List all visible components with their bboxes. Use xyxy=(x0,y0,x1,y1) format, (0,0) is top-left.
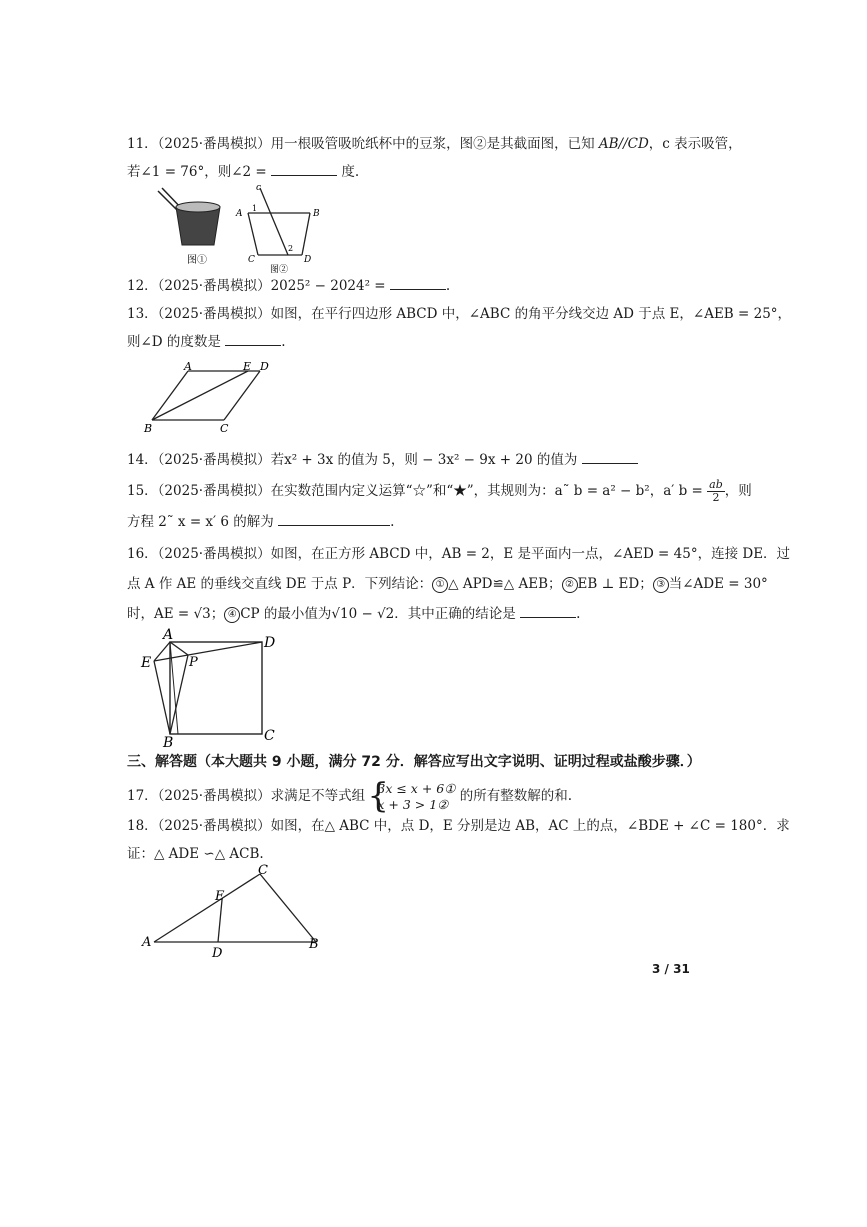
q15-end: . xyxy=(390,514,395,530)
angle-1-label: 1 xyxy=(252,204,258,213)
q16-line1 xyxy=(127,545,790,563)
square-figure xyxy=(138,625,288,751)
parallelogram-figure xyxy=(140,360,280,436)
answer-blank[interactable] xyxy=(520,603,576,618)
q18-prove: 证：△ ADE ∽△ ACB. xyxy=(127,846,264,862)
segment-EB xyxy=(154,661,170,734)
answer-blank[interactable] xyxy=(225,331,281,346)
fig2-caption: 图② xyxy=(270,265,289,275)
q15-text: 15．（2025·番禺模拟）在实数范围内定义运算“☆”和“★”，其规则为：a˜ b = a² − b²，a′ b = xyxy=(127,483,703,499)
inequality-system xyxy=(369,781,455,813)
answer-blank[interactable] xyxy=(582,449,638,464)
conclusion-2: EB ⊥ ED； xyxy=(577,576,653,592)
q11-text: 11．（2025·番禺模拟）用一根吸管吸吮纸杯中的豆浆，图②是其截面图，已知 xyxy=(127,136,595,152)
label-A: A xyxy=(163,627,174,643)
q13-text: 13．（2025·番禺模拟）如图，在平行四边形 ABCD 中，∠ABC 的角平分线交边 AD 于点 E，∠AEB = 25°， xyxy=(127,306,792,322)
q18-text: 18．（2025·番禺模拟）如图，在△ ABC 中，点 D，E 分别是边 AB，AC 上的点，∠BDE + ∠C = 180°．求 xyxy=(127,818,790,834)
q13-line2 xyxy=(127,331,286,351)
side-AB xyxy=(152,371,188,420)
q13-question: 则∠D 的度数是 xyxy=(127,334,221,350)
q15-question: 方程 2˜ x = x′ 6 的解为 xyxy=(127,514,274,530)
segment-DE xyxy=(218,900,222,942)
label-P: P xyxy=(189,655,198,670)
circled-number-4: ④ xyxy=(224,607,240,623)
q11-unit: 度. xyxy=(341,164,360,180)
q18-line2 xyxy=(127,845,264,863)
q11-math: AB//CD xyxy=(598,136,649,152)
answer-blank[interactable] xyxy=(390,275,446,290)
label-B: B xyxy=(309,937,319,952)
conclusion-3: 当∠ADE = 30° xyxy=(668,576,768,592)
answer-blank[interactable] xyxy=(271,161,337,176)
side-right xyxy=(302,213,310,255)
cup-rim xyxy=(176,202,220,212)
side-CB xyxy=(260,874,316,942)
q12-text: 12．（2025·番禺模拟）2025² − 2024² = xyxy=(127,278,386,294)
label-D: D xyxy=(212,946,223,961)
label-D: D xyxy=(264,635,276,651)
label-D: D xyxy=(260,360,269,373)
label-A: A xyxy=(236,209,243,219)
triangle-figure xyxy=(140,862,330,962)
label-A: A xyxy=(142,935,152,950)
q17-text: 17．（2025·番禺模拟）求满足不等式组 xyxy=(127,788,366,804)
side-CD xyxy=(224,371,260,420)
conclusion-1: △ APD≌△ AEB； xyxy=(448,576,562,592)
q11-line1 xyxy=(127,135,742,153)
side-left xyxy=(248,213,258,255)
angle-2-label: 2 xyxy=(288,244,294,253)
label-B: B xyxy=(144,422,153,435)
fraction-numerator: ab xyxy=(709,478,723,491)
label-c: c xyxy=(256,183,262,193)
segment-inner xyxy=(170,642,178,734)
q14-text: 14．（2025·番禺模拟）若x² + 3x 的值为 5，则 − 3x² − 9x + 20 的值为 xyxy=(127,452,578,468)
cup-figure xyxy=(150,185,230,270)
page-number: 3 / 31 xyxy=(652,962,690,976)
q17-line xyxy=(127,779,572,813)
label-E: E xyxy=(215,889,225,904)
segment-PB xyxy=(170,655,188,734)
label-C: C xyxy=(258,863,268,878)
label-A: A xyxy=(184,360,192,373)
q11-tail: ，c 表示吸管， xyxy=(648,136,742,152)
circled-number-1: ① xyxy=(432,577,448,593)
fig1-caption: 图① xyxy=(187,255,207,266)
q14-line xyxy=(127,449,638,469)
q13-line1 xyxy=(127,305,791,323)
cross-section-figure xyxy=(230,180,325,275)
side-AC xyxy=(154,874,260,942)
bisector-BE xyxy=(152,371,248,420)
fraction-ab-over-2 xyxy=(707,479,725,504)
cup-body xyxy=(176,207,220,245)
straw-line-c xyxy=(260,188,288,255)
q11-question: 若∠1 = 76°，则∠2 = xyxy=(127,164,267,180)
label-C: C xyxy=(264,728,275,744)
conclusion-3-result: 时，AE = √3； xyxy=(127,606,225,622)
section-heading: 三、解答题（本大题共 9 小题，满分 72 分．解答应写出文字说明、证明过程或盐酸步骤．） xyxy=(127,754,701,770)
conclusion-4: CP 的最小值为√10 − √2．其中正确的结论是 xyxy=(240,606,516,622)
q15-tail: ，则 xyxy=(724,483,752,499)
fraction-denominator: 2 xyxy=(712,491,720,504)
circled-number-2: ② xyxy=(562,577,578,593)
q17-tail: 的所有整数解的和. xyxy=(459,788,573,804)
label-B: B xyxy=(163,735,174,751)
answer-blank[interactable] xyxy=(278,511,390,526)
inequality-2: x + 3 > 1② xyxy=(377,796,449,812)
q12-end: . xyxy=(445,278,451,294)
label-B: B xyxy=(313,209,320,219)
inequality-1: { 3x ≤ x + 6① xyxy=(377,780,456,796)
q16-line3 xyxy=(127,603,580,623)
circled-number-3: ③ xyxy=(653,577,669,593)
label-C: C xyxy=(248,255,255,265)
q15-line1 xyxy=(127,479,752,504)
label-E: E xyxy=(141,655,152,671)
q15-line2 xyxy=(127,511,394,531)
segment-AP xyxy=(170,642,188,655)
q12-line xyxy=(127,275,450,295)
label-C: C xyxy=(220,422,229,435)
q13-end: . xyxy=(281,334,286,350)
q16-end: . xyxy=(576,606,581,622)
q16-line2 xyxy=(127,575,768,593)
q11-line2 xyxy=(127,161,359,181)
q16-statement: 点 A 作 AE 的垂线交直线 DE 于点 P．下列结论： xyxy=(127,576,433,592)
label-D: D xyxy=(304,255,312,265)
label-E: E xyxy=(243,360,252,373)
q16-text: 16．（2025·番禺模拟）如图，在正方形 ABCD 中，AB = 2，E 是平面内一点，∠AED = 45°，连接 DE．过 xyxy=(127,546,791,562)
q18-line1 xyxy=(127,817,790,835)
